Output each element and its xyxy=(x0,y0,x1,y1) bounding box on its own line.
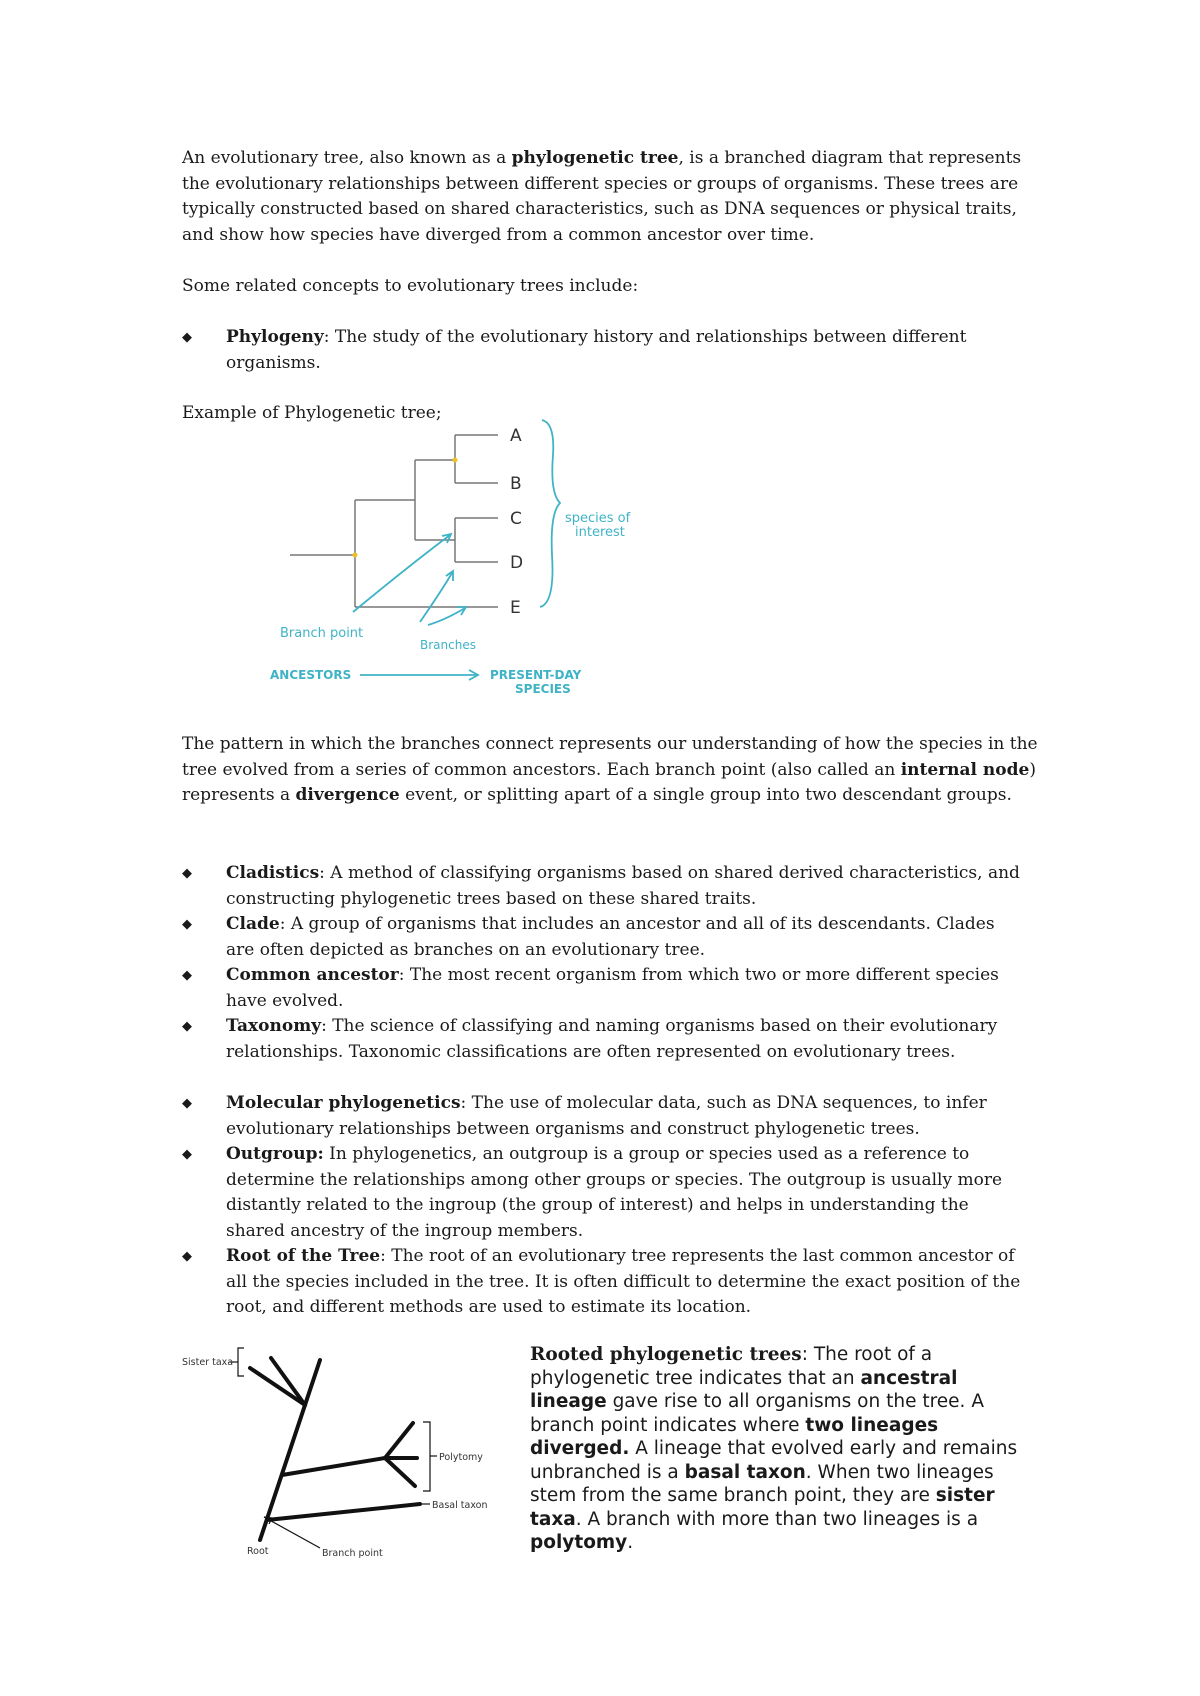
tree-branches xyxy=(290,435,498,607)
leaf-label-d: D xyxy=(510,553,524,573)
bullet-definition: : The science of classifying and naming organisms based on their evolutionary relationships. Taxonomic classifications are often represented on evolutionary trees. xyxy=(226,1016,998,1062)
intro-text-1: An evolutionary tree, also known as a xyxy=(182,148,512,168)
bullet-definition: : The most recent organism from which two or more different species have evolved. xyxy=(226,965,999,1011)
intro-text-2: , is a branched diagram that represents the evolutionary relationships between different species or groups of organisms. These trees are typically constructed based on shared characteristics, such as DNA sequences or physical traits, and show how species have diverged from a common ancestor over time. xyxy=(182,148,1022,245)
diamond-bullet-icon: ◆ xyxy=(182,330,192,345)
term-ancestral-lineage: ancestral lineage xyxy=(530,1367,958,1412)
sister-branch-2 xyxy=(250,1368,305,1405)
bullet-term: Cladistics xyxy=(226,863,320,883)
leaf-label-b: B xyxy=(510,474,522,494)
bullet-text xyxy=(226,963,1026,1014)
basal-branch xyxy=(267,1504,420,1520)
species-of-interest-label-1: species of xyxy=(565,511,631,526)
term-divergence: divergence xyxy=(295,785,400,805)
bullet-text xyxy=(226,1014,1026,1065)
branches-label: Branches xyxy=(420,638,476,652)
leaf-label-a: A xyxy=(510,426,522,446)
bullet-definition: : A group of organisms that includes an ancestor and all of its descendants. Clades are often depicted as branches on an evolutionary tree. xyxy=(226,914,995,960)
bullet-definition: : The study of the evolutionary history and relationships between different organisms. xyxy=(226,327,967,373)
rooted-text-6: . xyxy=(627,1532,634,1553)
bullet-term: Phylogeny xyxy=(226,327,324,347)
bullet-text xyxy=(226,861,1026,912)
term-sister-taxa: sister taxa xyxy=(530,1485,995,1530)
polytomy-bracket xyxy=(423,1422,430,1491)
bullet-text xyxy=(226,325,1026,376)
present-day-label: PRESENT-DAY xyxy=(490,668,582,682)
diamond-bullet-icon: ◆ xyxy=(182,866,192,881)
root-label: Root xyxy=(247,1546,269,1557)
bullet-text xyxy=(226,1091,1026,1142)
bullet-term: Clade xyxy=(226,914,280,934)
polytomy-branch-1 xyxy=(385,1423,413,1458)
related-intro: Some related concepts to evolutionary trees include: xyxy=(182,276,639,296)
leaf-label-c: C xyxy=(510,509,522,529)
bullet-definition: : A method of classifying organisms based on shared derived characteristics, and constructing phylogenetic trees based on these shared traits. xyxy=(226,863,1020,909)
bullet-term: Molecular phylogenetics xyxy=(226,1093,461,1113)
bullet-definition: : The root of an evolutionary tree represents the last common ancestor of all the species included in the tree. It is often difficult to determine the exact position of the root, and different methods are used to estimate its location. xyxy=(226,1246,1021,1317)
polytomy-stem xyxy=(282,1458,385,1475)
rooted-text-3: A lineage that evolved early and remains unbranched is a xyxy=(530,1438,1018,1483)
rooted-tree-branches xyxy=(250,1358,420,1540)
term-two-lineages-diverged: two lineages diverged. xyxy=(530,1414,939,1459)
intro-term-phylogenetic-tree: phylogenetic tree xyxy=(511,148,679,168)
example-label: Example of Phylogenetic tree; xyxy=(182,403,442,423)
rooted-trees-paragraph xyxy=(530,1343,1030,1555)
species-bracket xyxy=(540,420,560,607)
bullet-definition: : The use of molecular data, such as DNA sequences, to infer evolutionary relationships between organisms and construct phylogenetic trees. xyxy=(226,1093,987,1139)
branches-arrow-2 xyxy=(428,608,465,625)
sister-branch-1 xyxy=(271,1358,305,1405)
ab-node xyxy=(453,458,458,463)
polytomy-label: Polytomy xyxy=(439,1452,483,1463)
bullet-text xyxy=(226,912,1026,963)
basal-taxon-label: Basal taxon xyxy=(432,1500,488,1511)
branch-point-pointer xyxy=(264,1517,320,1548)
rooted-text-1: : The root of a phylogenetic tree indicates that an xyxy=(530,1344,933,1389)
intro-paragraph xyxy=(182,146,1042,248)
sister-taxa-label: Sister taxa xyxy=(182,1357,234,1368)
phylogenetic-tree-figure xyxy=(270,415,660,705)
sister-taxa-bracket xyxy=(238,1348,244,1376)
diamond-bullet-icon: ◆ xyxy=(182,968,192,983)
species-label: SPECIES xyxy=(515,682,571,696)
bullet-text xyxy=(226,1244,1026,1321)
rooted-tree-callouts xyxy=(229,1348,437,1548)
rooted-tree-figure xyxy=(180,1338,490,1563)
ancestors-label: ANCESTORS xyxy=(270,668,352,682)
diamond-bullet-icon: ◆ xyxy=(182,1147,192,1162)
diamond-bullet-icon: ◆ xyxy=(182,1019,192,1034)
bullet-text xyxy=(226,1142,1026,1244)
diamond-bullet-icon: ◆ xyxy=(182,1249,192,1264)
leaf-label-e: E xyxy=(510,598,521,618)
term-basal-taxon: basal taxon xyxy=(684,1461,806,1483)
root-node xyxy=(353,553,358,558)
branch-nodes xyxy=(353,458,458,558)
polytomy-branch-3 xyxy=(385,1458,415,1486)
diamond-bullet-icon: ◆ xyxy=(182,917,192,932)
bullet-term: Taxonomy xyxy=(226,1016,322,1036)
diamond-bullet-icon: ◆ xyxy=(182,1096,192,1111)
branch-point-label: Branch point xyxy=(280,626,364,641)
pattern-text-3: event, or splitting apart of a single group into two descendant groups. xyxy=(399,785,1012,805)
term-internal-node: internal node xyxy=(900,759,1030,780)
pattern-paragraph xyxy=(182,732,1042,809)
bullet-term: Outgroup: xyxy=(226,1144,324,1164)
term-rooted-trees: Rooted phylogenetic trees xyxy=(530,1344,802,1365)
term-polytomy: polytomy xyxy=(530,1532,628,1553)
bullet-term: Root of the Tree xyxy=(226,1246,381,1266)
species-of-interest-label-2: interest xyxy=(575,525,625,540)
branch-point-label: Branch point xyxy=(322,1548,383,1559)
bullet-definition: In phylogenetics, an outgroup is a group or species used as a reference to determine the relationships among other groups or species. The outgroup is usually more distantly related to the ingroup (the group of interest) and helps in understanding the shared ancestry of the ingroup members. xyxy=(226,1144,1003,1241)
bullet-term: Common ancestor xyxy=(226,965,399,985)
pattern-text-2: ) represents a xyxy=(182,759,1036,805)
rooted-text-5: . A branch with more than two lineages is a xyxy=(575,1508,979,1530)
rooted-text-2: gave rise to all organisms on the tree. A branch point indicates where xyxy=(530,1391,984,1436)
branches-arrow-1 xyxy=(420,573,452,622)
pattern-text-1: The pattern in which the branches connect represents our understanding of how the species in the tree evolved from a series of common ancestors. Each branch point (also called an xyxy=(182,734,1038,780)
rooted-text-4: . When two lineages stem from the same branch point, they are xyxy=(530,1461,994,1506)
